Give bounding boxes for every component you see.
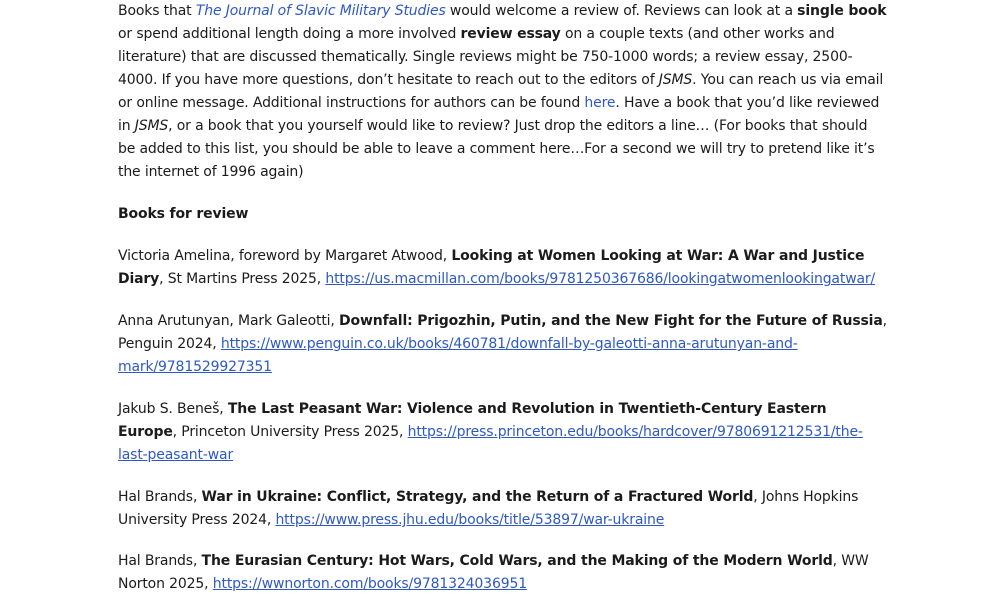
- book-entry: [118, 245, 888, 291]
- book-publisher: , St Martins Press 2025,: [159, 271, 326, 287]
- book-link[interactable]: https://us.macmillan.com/books/9781250367686/lookingatwomenlookingatwar/: [325, 271, 876, 287]
- intro-text: . Have a book that you’d like reviewed in: [118, 95, 880, 134]
- book-title: The Eurasian Century: Hot Wars, Cold Wars, and the Making of the Modern World: [201, 553, 833, 569]
- book-link[interactable]: https://www.penguin.co.uk/books/460781/downfall-by-galeotti-anna-arutunyan-and-mark/9781529927351: [118, 336, 798, 375]
- instructions-link[interactable]: here: [584, 95, 616, 111]
- intro-paragraph: [118, 0, 888, 184]
- book-title: War in Ukraine: Conflict, Strategy, and the Return of a Fractured World: [201, 489, 754, 505]
- intro-text: on a couple texts (and other works and literature) that are discussed thematically. Single reviews might be 750-1000 words; a review essay, 2500-4000. If you have more questions, don’t hesitate to reach out to the editors of: [118, 26, 853, 88]
- book-link[interactable]: https://press.princeton.edu/books/hardcover/9780691212531/the-last-peasant-war: [118, 424, 863, 463]
- intro-text: or spend additional length doing a more involved: [118, 26, 461, 42]
- book-link[interactable]: https://www.press.jhu.edu/books/title/53897/war-ukraine: [275, 512, 665, 528]
- single-book-term: single book: [797, 3, 887, 19]
- book-authors: Jakub S. Beneš,: [118, 401, 228, 417]
- book-title: The Last Peasant War: Violence and Revolution in Twentieth-Century Eastern Europe: [118, 401, 827, 440]
- book-publisher: , Johns Hopkins University Press 2024,: [118, 489, 859, 528]
- book-publisher: , WW Norton 2025,: [118, 553, 869, 592]
- book-title: Downfall: Prigozhin, Putin, and the New Fight for the Future of Russia: [339, 313, 883, 329]
- book-entry: [118, 310, 888, 379]
- intro-text: Books that: [118, 3, 196, 19]
- book-authors: Hal Brands,: [118, 553, 202, 569]
- intro-text: , or a book that you yourself would like to review? Just drop the editors a line… (For books that should be added to this list, you should be able to leave a comment here…For a second we will try to pretend like it’s the internet of 1996 again): [118, 118, 875, 180]
- books-for-review-heading: Books for review: [118, 206, 249, 222]
- journal-abbrev: JSMS: [658, 72, 693, 88]
- book-publisher: , Princeton University Press 2025,: [172, 424, 408, 440]
- document-body: [118, 0, 888, 596]
- intro-text: . You can reach us via email or online message. Additional instructions for authors can be found: [118, 72, 884, 111]
- intro-text: would welcome a review of. Reviews can look at a: [445, 3, 798, 19]
- book-title: Looking at Women Looking at War: A War and Justice Diary: [118, 248, 865, 287]
- book-link[interactable]: https://wwnorton.com/books/9781324036951: [212, 576, 527, 592]
- journal-title: The Journal of Slavic Military Studies: [195, 3, 446, 19]
- book-entry: [118, 398, 888, 467]
- book-authors: Victoria Amelina, foreword by Margaret Atwood,: [118, 248, 452, 264]
- journal-abbrev: JSMS: [134, 118, 169, 134]
- book-entry: [118, 550, 888, 596]
- book-publisher: , Penguin 2024,: [118, 313, 887, 352]
- book-entry: [118, 486, 888, 532]
- book-authors: Anna Arutunyan, Mark Galeotti,: [118, 313, 340, 329]
- book-authors: Hal Brands,: [118, 489, 202, 505]
- review-essay-term: review essay: [460, 26, 561, 42]
